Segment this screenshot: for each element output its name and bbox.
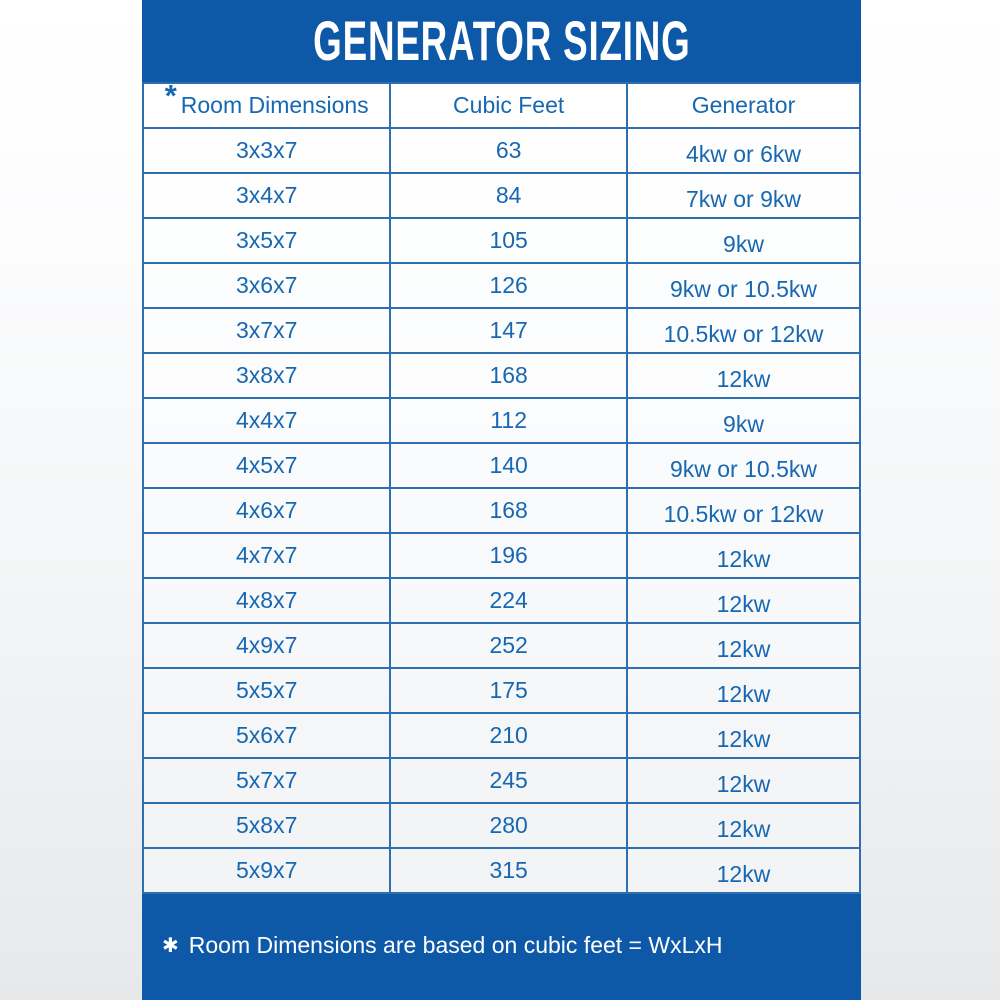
room-dimensions-cell-value: 4x5x7: [235, 452, 298, 478]
header-cubic-feet-label: Cubic Feet: [453, 92, 565, 118]
table-row: [143, 398, 860, 443]
cubic-feet-cell: [390, 308, 627, 353]
room-dimensions-cell-value: 4x9x7: [235, 632, 298, 658]
generator-cell-value: 4kw or 6kw: [685, 141, 801, 167]
cubic-feet-cell-value: 63: [495, 137, 522, 163]
cubic-feet-cell-value: 196: [489, 542, 528, 568]
table-row: [143, 758, 860, 803]
cubic-feet-cell: [390, 128, 627, 173]
room-dimensions-cell-value: 5x7x7: [235, 767, 298, 793]
sizing-table: [142, 82, 861, 894]
table-row: [143, 578, 860, 623]
room-dimensions-cell: [143, 353, 390, 398]
generator-cell-value: 9kw or 10.5kw: [669, 276, 817, 302]
cubic-feet-cell-value: 224: [489, 587, 528, 613]
generator-cell: [627, 668, 860, 713]
table-row: [143, 668, 860, 713]
table-row: [143, 308, 860, 353]
generator-cell-value: 12kw: [716, 366, 771, 392]
room-dimensions-cell: [143, 803, 390, 848]
room-dimensions-cell-value: 4x7x7: [235, 542, 298, 568]
cubic-feet-cell: [390, 713, 627, 758]
room-dimensions-cell: [143, 488, 390, 533]
cubic-feet-cell-value: 252: [489, 632, 528, 658]
generator-cell: [627, 218, 860, 263]
generator-cell: [627, 713, 860, 758]
cubic-feet-cell: [390, 758, 627, 803]
generator-cell: [627, 353, 860, 398]
room-dimensions-cell: [143, 758, 390, 803]
room-dimensions-cell-value: 5x8x7: [235, 812, 298, 838]
table-row: [143, 848, 860, 893]
generator-cell: [627, 443, 860, 488]
room-dimensions-cell-value: 4x8x7: [235, 587, 298, 613]
room-dimensions-cell: [143, 173, 390, 218]
room-dimensions-cell: [143, 218, 390, 263]
room-dimensions-cell-value: 5x5x7: [235, 677, 298, 703]
table-row: [143, 128, 860, 173]
room-dimensions-cell-value: 3x4x7: [235, 182, 298, 208]
generator-cell-value: 12kw: [716, 771, 771, 797]
header-room-dimensions: [143, 83, 390, 128]
cubic-feet-cell: [390, 398, 627, 443]
generator-cell-value: 12kw: [716, 636, 771, 662]
table-row: [143, 623, 860, 668]
cubic-feet-cell: [390, 488, 627, 533]
generator-cell-value: 12kw: [716, 591, 771, 617]
table-row: [143, 443, 860, 488]
generator-cell-value: 9kw or 10.5kw: [669, 456, 817, 482]
footnote: [142, 894, 861, 959]
cubic-feet-cell: [390, 263, 627, 308]
table-row: [143, 353, 860, 398]
cubic-feet-cell: [390, 848, 627, 893]
page-title: GENERATOR SIZING: [312, 9, 691, 73]
table-row: [143, 803, 860, 848]
generator-cell: [627, 623, 860, 668]
room-dimensions-cell: [143, 263, 390, 308]
generator-cell: [627, 263, 860, 308]
room-dimensions-cell-value: 3x3x7: [235, 137, 298, 163]
cubic-feet-cell: [390, 173, 627, 218]
cubic-feet-cell-value: 210: [489, 722, 528, 748]
generator-cell: [627, 578, 860, 623]
cubic-feet-cell-value: 147: [489, 317, 528, 343]
asterisk-marker: *: [164, 83, 177, 113]
generator-cell: [627, 308, 860, 353]
room-dimensions-cell-value: 4x6x7: [235, 497, 298, 523]
generator-cell-value: 12kw: [716, 861, 771, 887]
cubic-feet-cell-value: 126: [489, 272, 528, 298]
room-dimensions-cell: [143, 308, 390, 353]
room-dimensions-cell: [143, 713, 390, 758]
header-cubic-feet: [390, 83, 627, 128]
generator-cell: [627, 533, 860, 578]
room-dimensions-cell: [143, 398, 390, 443]
cubic-feet-cell: [390, 668, 627, 713]
room-dimensions-cell: [143, 668, 390, 713]
generator-cell-value: 9kw: [723, 231, 764, 257]
cubic-feet-cell: [390, 578, 627, 623]
cubic-feet-cell: [390, 353, 627, 398]
room-dimensions-cell: [143, 533, 390, 578]
generator-cell-value: 9kw: [723, 411, 764, 437]
cubic-feet-cell: [390, 803, 627, 848]
cubic-feet-cell-value: 105: [489, 227, 528, 253]
title-band: [142, 0, 861, 82]
cubic-feet-cell: [390, 218, 627, 263]
table-row: [143, 713, 860, 758]
room-dimensions-cell: [143, 128, 390, 173]
cubic-feet-cell-value: 280: [489, 812, 528, 838]
table-row: [143, 173, 860, 218]
room-dimensions-cell-value: 3x7x7: [235, 317, 298, 343]
header-generator: [627, 83, 860, 128]
cubic-feet-cell-value: 168: [489, 362, 528, 388]
cubic-feet-cell: [390, 533, 627, 578]
table-row: [143, 263, 860, 308]
room-dimensions-cell: [143, 848, 390, 893]
cubic-feet-cell: [390, 443, 627, 488]
table-body: [143, 128, 860, 893]
generator-cell: [627, 173, 860, 218]
table-header-row: [143, 83, 860, 128]
generator-cell: [627, 803, 860, 848]
room-dimensions-cell-value: 3x6x7: [235, 272, 298, 298]
header-room-dimensions-label: Room Dimensions: [180, 92, 369, 118]
cubic-feet-cell-value: 140: [489, 452, 528, 478]
generator-cell: [627, 758, 860, 803]
room-dimensions-cell-value: 4x4x7: [235, 407, 298, 433]
generator-cell-value: 12kw: [716, 816, 771, 842]
cubic-feet-cell-value: 168: [489, 497, 528, 523]
room-dimensions-cell-value: 3x5x7: [235, 227, 298, 253]
room-dimensions-cell-value: 5x6x7: [235, 722, 298, 748]
generator-cell: [627, 128, 860, 173]
table-row: [143, 488, 860, 533]
room-dimensions-cell-value: 5x9x7: [235, 857, 298, 883]
generator-cell-value: 7kw or 9kw: [685, 186, 801, 212]
generator-cell: [627, 848, 860, 893]
room-dimensions-cell: [143, 578, 390, 623]
generator-cell-value: 12kw: [716, 726, 771, 752]
cubic-feet-cell-value: 315: [489, 857, 528, 883]
cubic-feet-cell-value: 245: [489, 767, 528, 793]
cubic-feet-cell: [390, 623, 627, 668]
table-row: [143, 218, 860, 263]
footnote-text: Room Dimensions are based on cubic feet = WxLxH: [188, 932, 723, 958]
footnote-asterisk-icon: ✱: [162, 935, 179, 957]
room-dimensions-cell: [143, 443, 390, 488]
generator-cell: [627, 398, 860, 443]
generator-cell-value: 10.5kw or 12kw: [663, 501, 824, 527]
generator-cell-value: 12kw: [716, 681, 771, 707]
room-dimensions-cell: [143, 623, 390, 668]
table-row: [143, 533, 860, 578]
room-dimensions-cell-value: 3x8x7: [235, 362, 298, 388]
cubic-feet-cell-value: 175: [489, 677, 528, 703]
cubic-feet-cell-value: 84: [495, 182, 522, 208]
cubic-feet-cell-value: 112: [490, 407, 527, 433]
header-generator-label: Generator: [691, 92, 796, 118]
generator-cell-value: 10.5kw or 12kw: [663, 321, 824, 347]
generator-cell-value: 12kw: [716, 546, 771, 572]
generator-cell: [627, 488, 860, 533]
generator-sizing-panel: [142, 0, 861, 1000]
